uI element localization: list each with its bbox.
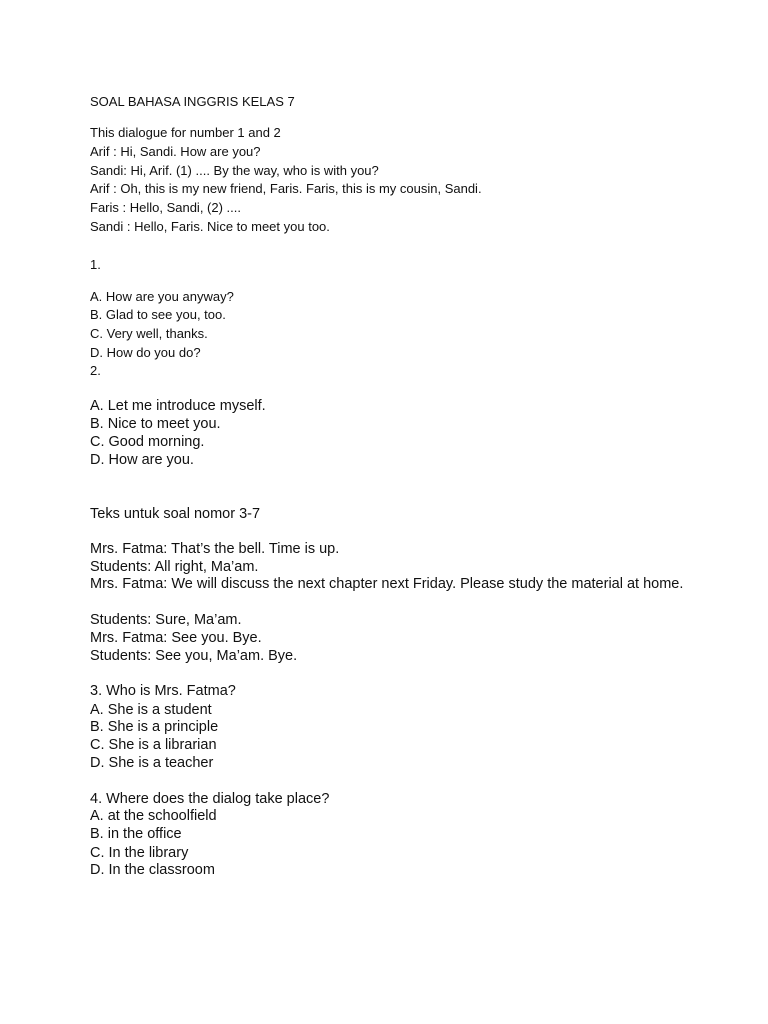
question-4-option: D. In the classroom — [90, 862, 215, 878]
question-3-option: C. She is a librarian — [90, 737, 217, 753]
question-2-option: D. How are you. — [90, 452, 194, 468]
dialogue-line: Arif : Hi, Sandi. How are you? — [90, 144, 261, 159]
dialogue-line: Sandi: Hi, Arif. (1) .... By the way, who is with you? — [90, 163, 379, 178]
question-3-option: D. She is a teacher — [90, 755, 214, 771]
dialogue-line: Students: Sure, Ma’am. — [90, 612, 242, 628]
question-3-option: B. She is a principle — [90, 719, 219, 735]
question-4-option: B. in the office — [90, 826, 182, 842]
question-1-option: A. How are you anyway? — [90, 289, 234, 304]
question-1-option: B. Glad to see you, too. — [90, 307, 226, 322]
question-2-option: B. Nice to meet you. — [90, 416, 221, 432]
dialogue-line: Sandi : Hello, Faris. Nice to meet you too. — [90, 219, 330, 234]
question-3-option: A. She is a student — [90, 702, 212, 718]
question-4-text: 4. Where does the dialog take place? — [90, 791, 330, 807]
section2-intro: Teks untuk soal nomor 3-7 — [90, 506, 261, 522]
question-2-number: 2. — [90, 363, 101, 378]
dialogue-line: Students: All right, Ma’am. — [90, 559, 259, 575]
dialogue-line: Mrs. Fatma: We will discuss the next chapter next Friday. Please study the material at home. — [90, 576, 684, 592]
dialogue-line: Mrs. Fatma: That’s the bell. Time is up. — [90, 541, 340, 557]
dialogue-line: Mrs. Fatma: See you. Bye. — [90, 630, 262, 646]
question-4-option: C. In the library — [90, 845, 189, 861]
question-1-option: C. Very well, thanks. — [90, 326, 208, 341]
question-2-option: C. Good morning. — [90, 434, 205, 450]
document-title: SOAL BAHASA INGGRIS KELAS 7 — [90, 94, 295, 109]
question-3-text: 3. Who is Mrs. Fatma? — [90, 683, 236, 699]
dialogue-line: Students: See you, Ma’am. Bye. — [90, 648, 298, 664]
question-2-option: A. Let me introduce myself. — [90, 398, 266, 414]
dialogue-line: Faris : Hello, Sandi, (2) .... — [90, 200, 241, 215]
section1-intro: This dialogue for number 1 and 2 — [90, 125, 281, 140]
question-4-option: A. at the schoolfield — [90, 808, 217, 824]
dialogue-line: Arif : Oh, this is my new friend, Faris. Faris, this is my cousin, Sandi. — [90, 181, 482, 196]
question-1-number: 1. — [90, 257, 101, 272]
question-1-option: D. How do you do? — [90, 345, 201, 360]
